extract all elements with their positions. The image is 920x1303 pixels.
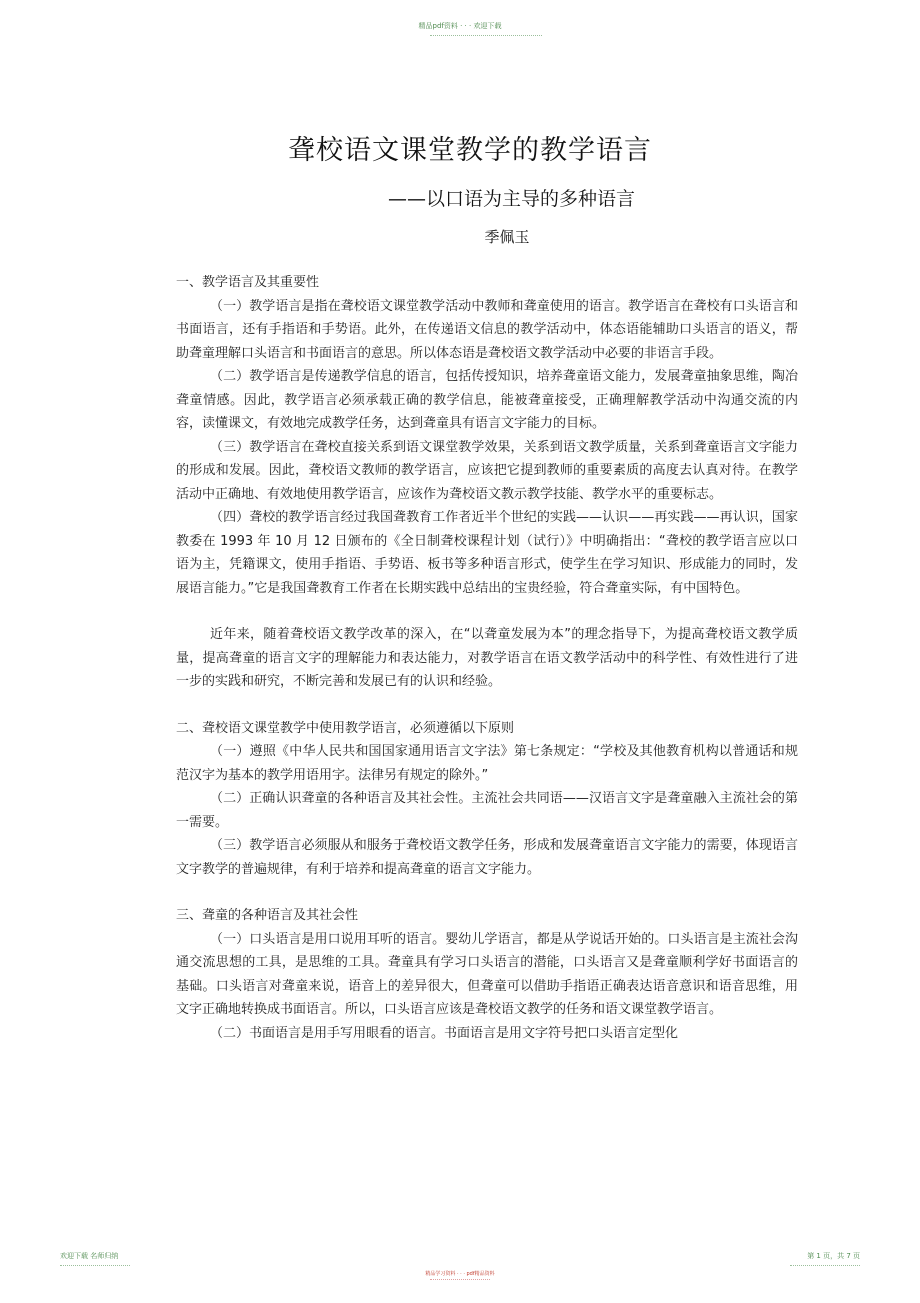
document-body — [176, 271, 798, 1045]
section-1-paragraph-1: （一）教学语言是指在聋校语文课堂教学活动中教师和聋童使用的语言。教学语言在聋校有口头语言和书面语言，还有手指语和手势语。此外，在传递语文信息的教学活动中，体态语能辅助口头语言的语义，帮助聋童理解口头语言和书面语言的意思。所以体态语是聋校语文教学活动中必要的非语言手段。 — [176, 298, 798, 361]
section-3-heading: 三、聋童的各种语言及其社会性 — [176, 908, 359, 923]
section-2-paragraph-2: （二）正确认识聋童的各种语言及其社会性。主流社会共同语——汉语言文字是聋童融入主流社会的第一需要。 — [176, 791, 798, 830]
footer-center-watermark: 精品学习资料 · · · pdf精品资料 — [425, 1271, 495, 1277]
document-author: 季佩玉 — [484, 228, 530, 246]
section-1-paragraph-4: （四）聋校的教学语言经过我国聋教育工作者近半个世纪的实践——认识——再实践——再认识，国家教委在 1993 年 10 月 12 日颁布的《全日制聋校课程计划（试行）》中明确指出：“聋校的教学语言应以口语为主，凭籍课文，使用手指语、手势语、板书等多种语言形式，使学生在学习知识、形成能力的同时，发展语言能力。”它是我国聋教育工作者在长期实践中总结出的宝贵经验，符合聋童实际，有中国特色。 — [176, 510, 798, 596]
footer-left-dotted-rule — [60, 1265, 130, 1266]
section-1-paragraph-5: 近年来，随着聋校语文教学改革的深入，在“以聋童发展为本”的理念指导下，为提高聋校语文教学质量，提高聋童的语言文字的理解能力和表达能力，对教学语言在语文教学活动中的科学性、有效性进行了进一步的实践和研究，不断完善和发展已有的认识和经验。 — [176, 627, 798, 689]
document-subtitle: ——以口语为主导的多种语言 — [388, 188, 636, 210]
section-3-paragraph-1: （一）口头语言是用口说用耳听的语言。婴幼儿学语言，都是从学说话开始的。口头语言是主流社会沟通交流思想的工具，是思维的工具。聋童具有学习口头语言的潜能，口头语言又是聋童顺利学好书面语言的基础。口头语言对聋童来说，语音上的差异很大，但聋童可以借助手指语正确表达语音意识和语音思维，用文字正确地转换成书面语言。所以，口头语言应该是聋校语文教学的任务和语文课堂教学语言。 — [176, 931, 798, 1017]
section-2-paragraph-1: （一）遵照《中华人民共和国国家通用语言文字法》第七条规定：“学校及其他教育机构以普通话和规范汉字为基本的教学用语用字。法律另有规定的除外。” — [176, 744, 798, 783]
section-1-heading: 一、教学语言及其重要性 — [176, 275, 320, 290]
footer-right-dotted-rule — [790, 1265, 860, 1266]
top-dotted-rule — [430, 35, 542, 36]
section-3-paragraph-2: （二）书面语言是用手写用眼看的语言。书面语言是用文字符号把口头语言定型化 — [210, 1025, 679, 1041]
section-2-paragraph-3: （三）教学语言必须服从和服务于聋校语文教学任务，形成和发展聋童语言文字能力的需要，体现语言文字教学的普遍规律，有利于培养和提高聋童的语言文字能力。 — [176, 838, 798, 877]
section-2-heading: 二、聋校语文课堂教学中使用教学语言，必须遵循以下原则 — [176, 720, 515, 736]
footer-page-number: 第 1 页，共 7 页 — [807, 1252, 860, 1260]
footer-left-watermark: 欢迎下载 名师归纳 — [60, 1252, 119, 1260]
top-watermark: 精品pdf资料 · · · 欢迎下载 — [418, 22, 502, 30]
footer-center-dotted-rule — [430, 1279, 490, 1280]
document-title: 聋校语文课堂教学的教学语言 — [288, 135, 652, 166]
section-1-paragraph-2: （二）教学语言是传递教学信息的语言，包括传授知识，培养聋童语文能力，发展聋童抽象思维，陶冶聋童情感。因此，教学语言必须承载正确的教学信息，能被聋童接受，正确理解教学活动中沟通交流的内容，读懂课文，有效地完成教学任务，达到聋童具有语言文字能力的目标。 — [176, 369, 798, 431]
section-1-paragraph-3: （三）教学语言在聋校直接关系到语文课堂教学效果，关系到语文教学质量，关系到聋童语言文字能力的形成和发展。因此，聋校语文教师的教学语言，应该把它提到教师的重要素质的高度去认真对待。在教学活动中正确地、有效地使用教学语言，应该作为聋校语文教示教学技能、教学水平的重要标志。 — [176, 439, 798, 502]
